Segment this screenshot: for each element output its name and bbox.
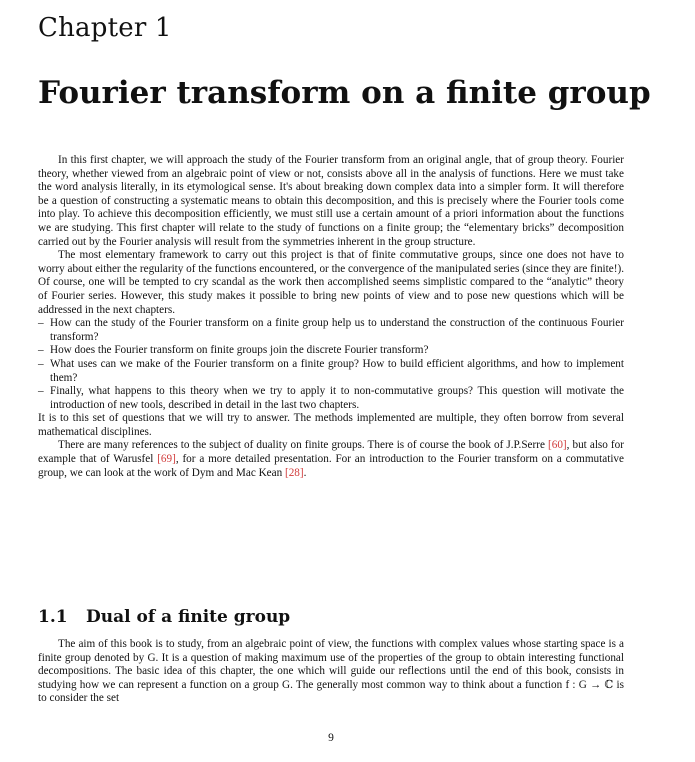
- list-dash: –: [38, 357, 44, 370]
- question-text: Finally, what happens to this theory when we try to apply it to non-commutative groups? This question will motivate the introduction of new tools, described in detail in the last two chapters.: [50, 385, 624, 411]
- intro-paragraph-1: In this first chapter, we will approach the study of the Fourier transform from an original angle, that of group theory. Fourier theory, whether viewed from an algebraic point of view or not, consists above all in the analysis of functions. Here we must take the word analysis literally, in its etymological sense. It's about breaking down complex data into a simpler form. It will therefore be a question of constructing a systematic means to obtain this decomposition, and this is precisely where the Fourier tools come into play. To achieve this decomposition efficiently, we must still use a certain amount of a priori information about the functions we are studying. This first chapter will relate to the study of functions on a finite group; the “elementary bricks” decomposition carried out by the Fourier analysis will result from the symmetries inherent in the group structure.: [38, 154, 624, 248]
- question-text: How does the Fourier transform on finite groups join the discrete Fourier transform?: [50, 344, 429, 357]
- section-heading: [38, 606, 290, 628]
- page-number: 9: [328, 732, 334, 744]
- paragraph-text: .: [303, 466, 307, 479]
- intro-text-block: [38, 154, 624, 480]
- intro-paragraph-4: [38, 439, 624, 480]
- citation-link-69[interactable]: [69]: [157, 453, 176, 466]
- section-text-block: [38, 638, 624, 706]
- intro-paragraph-2: The most elementary framework to carry out this project is that of finite commutative groups, since one does not have to worry about either the regularity of the functions encountered, or the convergence of the manipulated series (since they are finite!). Of course, one will be tempted to cry scandal as the work then accomplished seems simplistic compared to the “analytic” theory of Fourier series. However, this study makes it possible to bring new points of view and to pose new questions which will be addressed in the next chapters.: [38, 249, 624, 316]
- paragraph-text: , for a more detailed presentation. For an introduction to the Fourier transform on a commutative group, we can look at the work of Dym and Mac Kean: [38, 453, 624, 479]
- citation-link-28[interactable]: [28]: [284, 466, 304, 479]
- question-list: [38, 317, 624, 412]
- question-item: [38, 358, 624, 385]
- intro-paragraph-3: It is to this set of questions that we will try to answer. The methods implemented are multiple, they often borrow from several mathematical disciplines.: [38, 412, 624, 438]
- list-dash: –: [38, 344, 44, 357]
- paragraph-text: , but also for example that of Warusfel: [38, 439, 624, 466]
- chapter-title: Fourier transform on a finite group: [38, 75, 651, 111]
- paragraph-text: There are many references to the subject of duality on finite groups. There is of course the book of J.P.Serre: [58, 439, 548, 452]
- question-text: What uses can we make of the Fourier transform on a finite group? How to build efficient algorithms, and how to implement them?: [50, 357, 624, 384]
- section-paragraph-1: The aim of this book is to study, from an algebraic point of view, the functions with complex values whose starting space is a finite group denoted by G. It is a question of making maximum use of the properties of the group to obtain interesting functional decompositions. The basic idea of this chapter, the one which will guide our reflections until the end of this book, consists in studying how we can represent a function on a group G. The generally most common way to think about a function f : G → ℂ is to consider the set: [38, 638, 624, 705]
- question-item: [38, 317, 624, 344]
- section-number: 1.1: [38, 607, 68, 627]
- list-dash: –: [38, 385, 44, 398]
- question-item: [38, 344, 624, 358]
- section-title: Dual of a finite group: [86, 607, 291, 627]
- list-dash: –: [38, 317, 44, 330]
- chapter-label: Chapter 1: [38, 13, 172, 43]
- question-text: How can the study of the Fourier transform on a finite group help us to understand the construction of the continuous Fourier transform?: [50, 317, 624, 343]
- question-item: [38, 385, 624, 412]
- citation-link-60[interactable]: [60]: [548, 439, 567, 452]
